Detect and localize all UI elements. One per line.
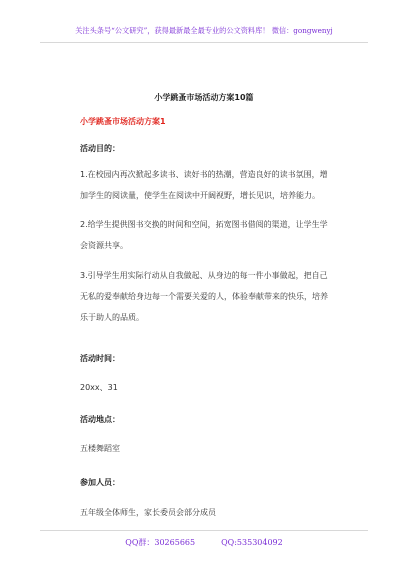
time-value: 20xx、31 [80, 383, 118, 392]
purpose-item-3: 3.引导学生用实际行动从自我做起、从身边的每一件小事做起，把自己无私的爱奉献给身边每一个需要关爱的人，体验奉献带来的快乐，培养乐于助人的品质。 [80, 271, 328, 322]
time-heading: 活动时间： [80, 354, 120, 363]
participants-heading: 参加人员： [80, 478, 120, 487]
document-title: 小学跳蚤市场活动方案10篇 [154, 93, 254, 102]
participants-value: 五年级全体师生，家长委员会部分成员 [80, 508, 216, 517]
section-title: 小学跳蚤市场活动方案1 [80, 117, 166, 126]
purpose-item-2: 2.给学生提供图书交换的时间和空间，拓宽图书借阅的渠道，让学生学会资源共享。 [80, 220, 328, 250]
qq-text: QQ:535304092 [221, 538, 283, 547]
footer [0, 537, 408, 548]
place-value: 五楼舞蹈室 [80, 444, 120, 453]
place-heading: 活动地点： [80, 415, 120, 424]
top-divider [40, 42, 368, 43]
purpose-item-1: 1.在校园内再次掀起多读书、读好书的热潮，营造良好的读书氛围，增加学生的阅读量，使学生在阅读中开阔视野，增长见识，培养能力。 [80, 170, 328, 200]
bottom-divider [40, 530, 368, 531]
qq-group-text: QQ群：30265665 [125, 538, 196, 547]
top-banner: 关注头条号“公文研究”，获得最新最全最专业的公文资料库！ 微信：gongwenyj [75, 26, 333, 35]
purpose-heading: 活动目的： [80, 144, 120, 153]
